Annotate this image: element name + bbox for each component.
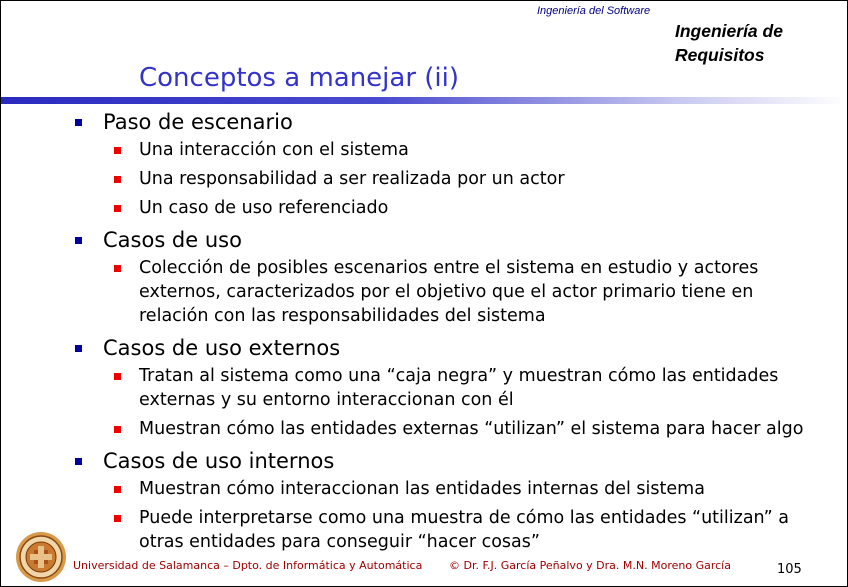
bullet-list [1, 107, 847, 559]
square-bullet-icon [75, 345, 82, 352]
sub-bullet: Tratan al sistema como una “caja negra” y muestran cómo las entidades externas y su entorno interaccionan con él [1, 364, 847, 412]
sub-bullet: Colección de posibles escenarios entre el sistema en estudio y actores externos, caracterizados por el objetivo que el actor primario tiene en relación con las responsabilidades del sistema [1, 256, 847, 328]
sub-bullet: Una responsabilidad a ser realizada por un actor [1, 167, 847, 191]
bullet-casos-de-uso-internos: Casos de uso internos [1, 446, 847, 476]
sub-bullet: Muestran cómo las entidades externas “utilizan” el sistema para hacer algo [1, 417, 847, 441]
sub-bullet: Un caso de uso referenciado [1, 196, 847, 220]
sub-bullet: Puede interpretarse como una muestra de cómo las entidades “utilizan” a otras entidades para conseguir “hacer cosas” [1, 506, 847, 554]
course-header-line2: Ingeniería de Requisitos [675, 21, 783, 65]
footer-institution: Universidad de Salamanca – Dpto. de Informática y Automática [73, 559, 423, 572]
square-bullet-icon [114, 515, 121, 522]
slide-title: Conceptos a manejar (ii) [139, 63, 460, 93]
sub-bullet: Muestran cómo interaccionan las entidades internas del sistema [1, 477, 847, 501]
square-bullet-icon [75, 237, 82, 244]
bullet-casos-de-uso-externos: Casos de uso externos [1, 333, 847, 363]
course-header [537, 3, 847, 72]
square-bullet-icon [75, 458, 82, 465]
title-underline-bar [1, 97, 847, 104]
square-bullet-icon [114, 486, 121, 493]
footer-copyright: © Dr. F.J. García Peñalvo y Dra. M.N. Moreno García [449, 559, 731, 572]
square-bullet-icon [114, 426, 121, 433]
university-seal-icon [15, 531, 67, 583]
square-bullet-icon [114, 265, 121, 272]
square-bullet-icon [114, 205, 121, 212]
sub-bullet: Una interacción con el sistema [1, 138, 847, 162]
bullet-casos-de-uso: Casos de uso [1, 225, 847, 255]
square-bullet-icon [114, 147, 121, 154]
square-bullet-icon [114, 176, 121, 183]
course-header-line1: Ingeniería del Software [537, 5, 651, 17]
page-number: 105 [777, 562, 802, 577]
square-bullet-icon [75, 119, 82, 126]
bullet-paso-de-escenario: Paso de escenario [1, 107, 847, 137]
square-bullet-icon [114, 373, 121, 380]
